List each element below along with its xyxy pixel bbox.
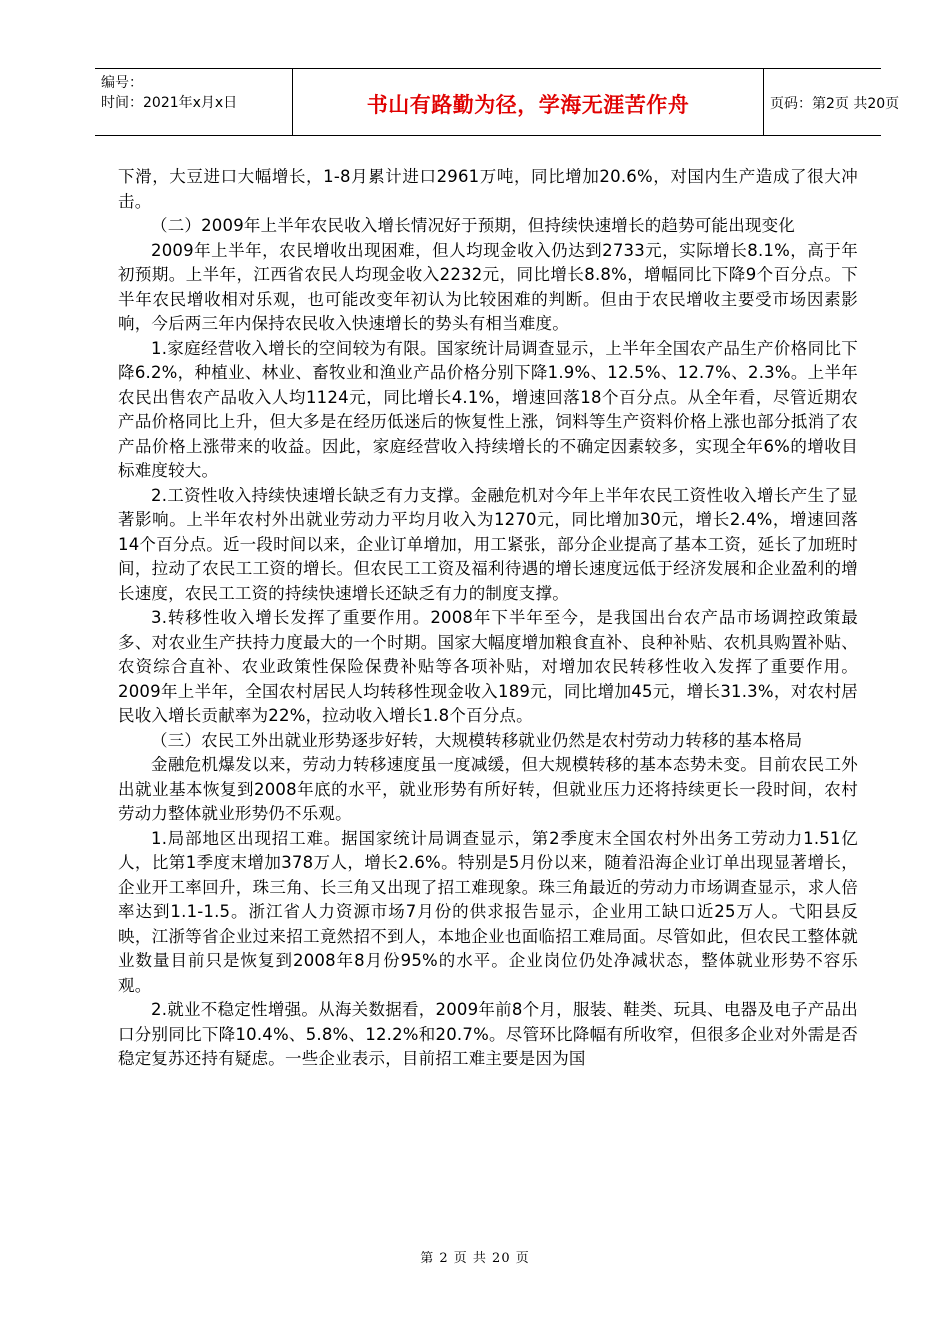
header-motto-cell <box>292 69 764 135</box>
motto-text: 书山有路勤为径，学海无涯苦作舟 <box>366 93 690 117</box>
body-paragraph: 2009年上半年，农民增收出现困难，但人均现金收入仍达到2733元，实际增长8.1%，高于年初预期。上半年，江西省农民人均现金收入2232元，同比增长8.8%，增幅同比下降9个百分点。下半年农民增收相对乐观，也可能改变年初认为比较困难的判断。但由于农民增收主要受市场因素影响，今后两三年内保持农民收入快速增长的势头有相当难度。 <box>118 240 858 333</box>
body-paragraph: 金融危机爆发以来，劳动力转移速度虽一度减缓，但大规模转移的基本态势未变。目前农民工外出就业基本恢复到2008年底的水平，就业形势有所好转，但就业压力还将持续更长一段时间，农村劳动力整体就业形势仍不乐观。 <box>118 755 858 823</box>
section-heading: （二）2009年上半年农民收入增长情况好于预期，但持续快速增长的趋势可能出现变化 <box>151 216 795 235</box>
page-footer: 第 2 页 共 20 页 <box>420 1251 530 1266</box>
body-paragraph: 下滑，大豆进口大幅增长，1-8月累计进口2961万吨，同比增加20.6%，对国内生产造成了很大冲击。 <box>118 167 858 211</box>
header-meta-cell <box>95 69 292 135</box>
header-page-cell <box>763 69 900 135</box>
document-body <box>118 165 858 1072</box>
body-paragraph: 1.家庭经营收入增长的空间较为有限。国家统计局调查显示，上半年全国农产品生产价格同比下降6.2%，种植业、林业、畜牧业和渔业产品价格分别下降1.9%、12.5%、12.7%、2.3%。上半年农民出售农产品收入人均1124元，同比增长4.1%，增速回落18个百分点。从全年看，尽管近期农产品价格同比上升，但大多是在经历低迷后的恢复性上涨，饲料等生产资料价格上涨也部分抵消了农产品价格上涨带来的收益。因此，家庭经营收入持续增长的不确定因素较多，实现全年6%的增收目标难度较大。 <box>118 338 858 480</box>
header-page-label: 页码：第2页 共20页 <box>770 96 900 112</box>
body-paragraph: 1.局部地区出现招工难。据国家统计局调查显示，第2季度末全国农村外出务工劳动力1.51亿人，比第1季度末增加378万人，增长2.6%。特别是5月份以来，随着沿海企业订单出现显著增长，企业开工率回升，珠三角、长三角又出现了招工难现象。珠三角最近的劳动力市场调查显示，求人倍率达到1.1-1.5。浙江省人力资源市场7月份的供求报告显示，企业用工缺口近25万人。弋阳县反映，江浙等省企业过来招工竟然招不到人，本地企业也面临招工难局面。尽管如此，但农民工整体就业数量目前只是恢复到2008年8月份95%的水平。企业岗位仍处净减状态，整体就业形势不容乐观。 <box>118 828 858 995</box>
document-time-label: 时间：2021年x月x日 <box>101 95 238 111</box>
section-heading: （三）农民工外出就业形势逐步好转，大规模转移就业仍然是农村劳动力转移的基本格局 <box>151 730 803 750</box>
body-paragraph: 3.转移性收入增长发挥了重要作用。2008年下半年至今，是我国出台农产品市场调控政策最多、对农业生产扶持力度最大的一个时期。国家大幅度增加粮食直补、良种补贴、农机具购置补贴、农资综合直补、农业政策性保险保费补贴等各项补贴，对增加农民转移性收入发挥了重要作用。2009年上半年，全国农村居民人均转移性现金收入189元，同比增加45元，增长31.3%，对农村居民收入增长贡献率为22%，拉动收入增长1.8个百分点。 <box>118 608 858 725</box>
body-paragraph: 2.就业不稳定性增强。从海关数据看，2009年前8个月，服装、鞋类、玩具、电器及电子产品出口分别同比下降10.4%、5.8%、12.2%和20.7%。尽管环比降幅有所收窄，但很多企业对外需是否稳定复苏还持有疑虑。一些企业表示，目前招工难主要是因为国 <box>118 1000 858 1068</box>
body-paragraph: 2.工资性收入持续快速增长缺乏有力支撑。金融危机对今年上半年农民工资性收入增长产生了显著影响。上半年农村外出就业劳动力平均月收入为1270元，同比增加30元，增长2.4%，增速回落14个百分点。近一段时间以来，企业订单增加，用工紧张，部分企业提高了基本工资，延长了加班时间，拉动了农民工工资的增长。但农民工工资及福利待遇的增长速度远低于经济发展和企业盈利的增长速度，农民工工资的持续快速增长还缺乏有力的制度支撑。 <box>118 485 858 603</box>
document-header <box>95 68 900 136</box>
document-number-label: 编号： <box>101 75 143 91</box>
